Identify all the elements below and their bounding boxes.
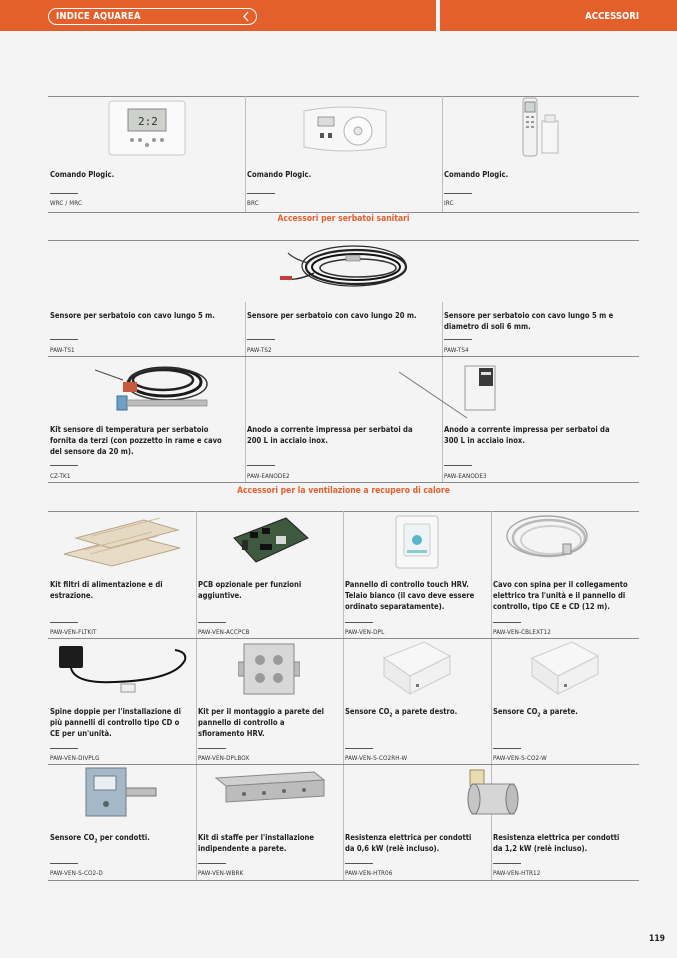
dash-divider	[345, 748, 373, 749]
dash-divider	[345, 863, 373, 864]
dash-divider	[345, 622, 373, 623]
dual-plug-image	[55, 640, 190, 698]
cz-tk1-sensor-kit-image	[95, 360, 215, 420]
col-divider	[245, 96, 246, 212]
product-description: Comando Plogic.	[50, 170, 115, 179]
dash-divider	[50, 193, 78, 194]
row-divider	[48, 356, 639, 357]
dash-divider	[493, 748, 521, 749]
dash-divider	[50, 465, 78, 466]
section-title: ACCESSORI	[585, 11, 639, 22]
pcb-board-image	[230, 514, 310, 566]
product-code: PAW-VEN-FLTKIT	[50, 629, 97, 636]
eanode-anode-image	[395, 360, 505, 420]
col-divider	[343, 511, 344, 880]
row-divider	[48, 880, 639, 881]
page-number: 119	[649, 934, 665, 944]
wrc-controller-image	[108, 100, 186, 156]
product-description: Resistenza elettrica per condotti da 1,2 kW (relè incluso).	[493, 833, 620, 853]
product-code: PAW-VEN-S-CO2RH-W	[345, 755, 408, 762]
index-nav-label: INDICE AQUAREA	[56, 11, 141, 22]
dash-divider	[247, 339, 275, 340]
product-code: IRC	[444, 200, 454, 207]
product-description: Anodo a corrente impressa per serbatoi da 300 L in acciaio inox.	[444, 425, 610, 445]
section-header	[440, 0, 677, 31]
product-description: Sensore $CO_2$ a parete.	[493, 707, 578, 719]
col-divider	[442, 96, 443, 212]
product-code: PAW-VEN-S-CO2-W	[493, 755, 547, 762]
tank-sensor-cable-image	[278, 243, 413, 298]
dash-divider	[50, 339, 78, 340]
dash-divider	[493, 863, 521, 864]
row-divider	[48, 212, 639, 213]
dash-divider	[50, 748, 78, 749]
dash-divider	[198, 622, 226, 623]
product-description: Sensore $CO_2$ a parete destro.	[345, 707, 458, 719]
svg-text:2:2: 2:2	[138, 115, 158, 128]
dash-divider	[247, 193, 275, 194]
product-description: Pannello di controllo touch HRV. Telaio bianco (il cavo deve essere ordinato separatamente).	[345, 580, 475, 611]
product-description: Comando Plogic.	[247, 170, 312, 179]
duct-heater-image	[462, 766, 522, 824]
product-description: PCB opzionale per funzioni aggiuntive.	[198, 580, 302, 600]
brc-controller-image	[300, 103, 390, 155]
dash-divider	[50, 863, 78, 864]
product-code: PAW-VEN-DPL	[345, 629, 385, 636]
product-code: PAW-VEN-DIVPLG	[50, 755, 100, 762]
product-code: PAW-VEN-S-CO2-D	[50, 870, 103, 877]
dash-divider	[444, 339, 472, 340]
header-bar	[0, 0, 436, 31]
product-description: Resistenza elettrica per condotti da 0,6 kW (relè incluso).	[345, 833, 472, 853]
dash-divider	[444, 193, 472, 194]
product-code: PAW-VEN-DPLBOX	[198, 755, 250, 762]
wall-bracket-kit-image	[214, 768, 326, 808]
product-description: Kit filtri di alimentazione e di estrazione.	[50, 580, 163, 600]
product-description: Cavo con spina per il collegamento elettrico tra l'unità e il pannello di controllo, tipo CE e CD (12 m).	[493, 580, 628, 611]
irc-remote-image	[520, 97, 562, 159]
col-divider	[196, 511, 197, 880]
row-divider	[48, 764, 639, 765]
dash-divider	[493, 622, 521, 623]
dash-divider	[247, 465, 275, 466]
product-code: PAW-TS1	[50, 347, 75, 354]
product-description: Anodo a corrente impressa per serbatoi da 200 L in acciaio inox.	[247, 425, 413, 445]
touch-panel-image	[394, 514, 440, 570]
product-description: Kit per il montaggio a parete del pannello di controllo a sfioramento HRV.	[198, 707, 324, 738]
index-nav-button[interactable]	[48, 8, 257, 25]
wall-mount-box-image	[238, 640, 300, 698]
product-code: PAW-VEN-WBRK	[198, 870, 244, 877]
col-divider	[491, 511, 492, 880]
dash-divider	[198, 748, 226, 749]
product-code: PAW-VEN-CBLEXT12	[493, 629, 551, 636]
product-description: Kit di staffe per l'installazione indipendente a parete.	[198, 833, 315, 853]
product-description: Sensore per serbatoio con cavo lungo 5 m.	[50, 311, 215, 320]
product-description: Sensore per serbatoio con cavo lungo 5 m e diametro di soli 6 mm.	[444, 311, 614, 331]
product-description: Comando Plogic.	[444, 170, 509, 179]
product-code: PAW-VEN-ACCPCB	[198, 629, 250, 636]
product-code: WRC / MRC	[50, 200, 83, 207]
col-divider	[245, 302, 246, 482]
product-description: Sensore $CO_2$ per condotti.	[50, 833, 150, 845]
co2-duct-sensor-image	[80, 766, 160, 820]
product-code: CZ-TK1	[50, 473, 71, 480]
co2-wall-sensor-right-image	[382, 640, 452, 696]
row-divider	[48, 638, 639, 639]
dash-divider	[198, 863, 226, 864]
product-code: PAW-TS2	[247, 347, 272, 354]
product-code: PAW-VEN-HTR12	[493, 870, 541, 877]
product-code: PAW-EANODE3	[444, 473, 487, 480]
row-divider	[48, 482, 639, 483]
product-code: PAW-VEN-HTR06	[345, 870, 393, 877]
product-description: Sensore per serbatoio con cavo lungo 20 m.	[247, 311, 417, 320]
section-heading-sanitary: Accessori per serbatoi sanitari	[277, 214, 410, 224]
co2-wall-sensor-image	[530, 640, 600, 696]
product-code: PAW-TS4	[444, 347, 469, 354]
filter-kit-image	[62, 514, 182, 568]
dash-divider	[444, 465, 472, 466]
dash-divider	[50, 622, 78, 623]
extension-cable-image	[505, 514, 595, 566]
product-code: PAW-EANODE2	[247, 473, 290, 480]
row-divider	[48, 240, 639, 241]
product-description: Spine doppie per l'installazione di più pannelli di controllo tipo CD o CE per un'unità.	[50, 707, 181, 738]
product-description: Kit sensore di temperatura per serbatoio fornita da terzi (con pozzetto in rame e cavo del sensore da 20 m).	[50, 425, 222, 456]
chevron-left-icon	[241, 10, 251, 23]
product-code: BRC	[247, 200, 259, 207]
section-heading-ventilation: Accessori per la ventilazione a recupero di calore	[237, 486, 450, 496]
